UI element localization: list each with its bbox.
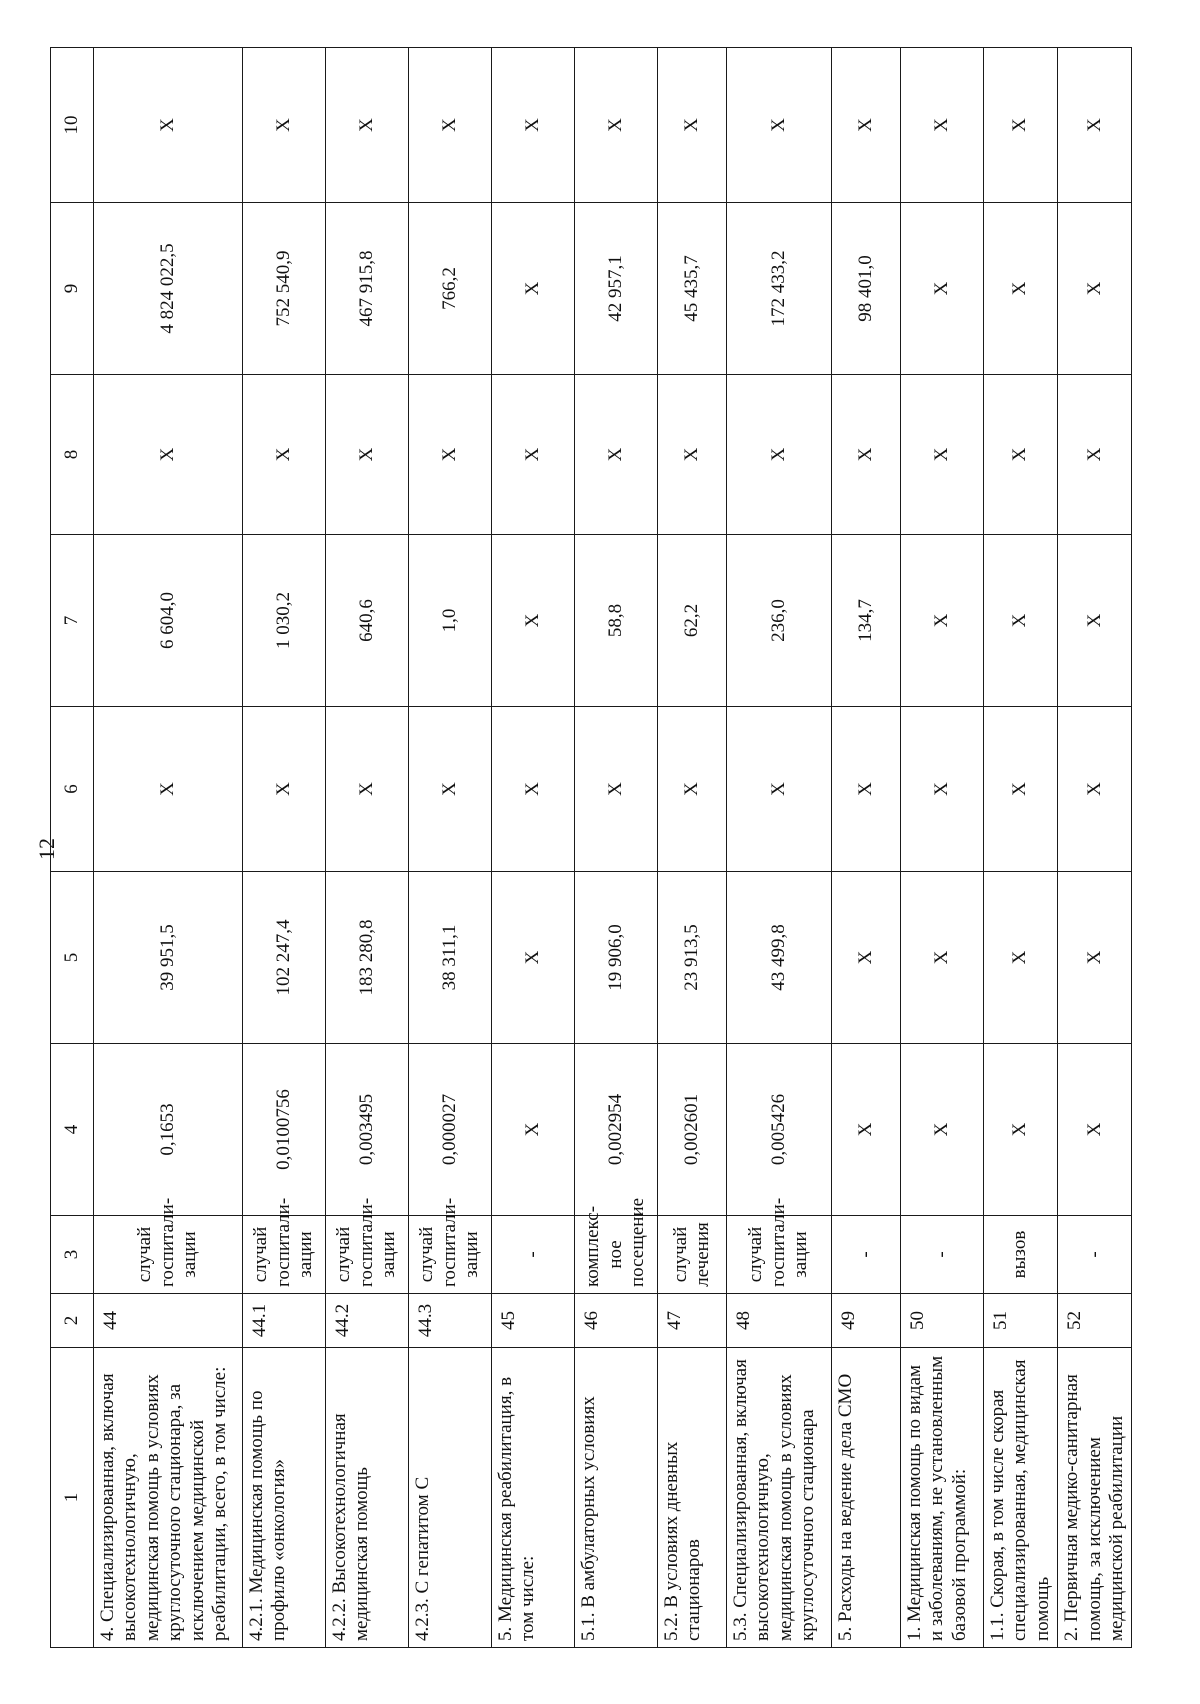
value-cell: 766,2 bbox=[409, 203, 492, 375]
value-cell: X bbox=[409, 48, 492, 203]
row-code: 50 bbox=[901, 1294, 984, 1348]
row-label: 1.1. Скорая, в том числе скорая специализированная, медицинская помощь bbox=[984, 1348, 1058, 1648]
row-label: 5.3. Специализированная, включая высокотехнологичную, медицинская помощь в условиях круглосуточного стационара bbox=[727, 1348, 832, 1648]
value-cell: X bbox=[492, 203, 575, 375]
value-cell: 752 540,9 bbox=[243, 203, 326, 375]
value-cell: 1 030,2 bbox=[243, 535, 326, 707]
row-code: 46 bbox=[575, 1294, 658, 1348]
value-cell: 1,0 bbox=[409, 535, 492, 707]
value-cell: X bbox=[984, 535, 1058, 707]
value-cell: X bbox=[658, 48, 727, 203]
value-cell: X bbox=[727, 707, 832, 872]
value-cell: 236,0 bbox=[727, 535, 832, 707]
value-cell: X bbox=[326, 375, 409, 535]
value-cell: X bbox=[492, 707, 575, 872]
value-cell: X bbox=[94, 707, 243, 872]
value-cell: X bbox=[1058, 707, 1132, 872]
value-cell: X bbox=[409, 375, 492, 535]
value-cell: 0,0100756 bbox=[243, 1044, 326, 1216]
column-number: 2 bbox=[51, 1294, 94, 1348]
value-cell: X bbox=[832, 872, 901, 1044]
row-code: 44.1 bbox=[243, 1294, 326, 1348]
value-cell: 39 951,5 bbox=[94, 872, 243, 1044]
unit-cell: случай госпитали-зации bbox=[409, 1216, 492, 1294]
value-cell: 0,005426 bbox=[727, 1044, 832, 1216]
value-cell: X bbox=[492, 535, 575, 707]
value-cell: X bbox=[832, 1044, 901, 1216]
row-label: 2. Первичная медико-санитарная помощь, за исключением медицинской реабилитации bbox=[1058, 1348, 1132, 1648]
table-row bbox=[901, 48, 984, 1648]
value-cell: 467 915,8 bbox=[326, 203, 409, 375]
value-cell: 134,7 bbox=[832, 535, 901, 707]
value-cell: 172 433,2 bbox=[727, 203, 832, 375]
column-number: 10 bbox=[51, 48, 94, 203]
value-cell: 42 957,1 bbox=[575, 203, 658, 375]
unit-cell: комплекс-ное посещение bbox=[575, 1216, 658, 1294]
value-cell: X bbox=[984, 872, 1058, 1044]
column-number: 7 bbox=[51, 535, 94, 707]
value-cell: X bbox=[1058, 203, 1132, 375]
value-cell: 102 247,4 bbox=[243, 872, 326, 1044]
value-cell: X bbox=[832, 375, 901, 535]
value-cell: 19 906,0 bbox=[575, 872, 658, 1044]
value-cell: X bbox=[901, 872, 984, 1044]
value-cell: 45 435,7 bbox=[658, 203, 727, 375]
row-code: 44.3 bbox=[409, 1294, 492, 1348]
value-cell: X bbox=[409, 707, 492, 872]
table-row bbox=[575, 48, 658, 1648]
column-number: 8 bbox=[51, 375, 94, 535]
value-cell: 0,002954 bbox=[575, 1044, 658, 1216]
data-table bbox=[50, 47, 1132, 1648]
value-cell: 6 604,0 bbox=[94, 535, 243, 707]
value-cell: X bbox=[1058, 1044, 1132, 1216]
unit-cell: - bbox=[901, 1216, 984, 1294]
header-row bbox=[51, 48, 94, 1648]
row-code: 48 bbox=[727, 1294, 832, 1348]
value-cell: X bbox=[94, 48, 243, 203]
page-number: 12 bbox=[34, 838, 59, 860]
value-cell: X bbox=[832, 707, 901, 872]
row-code: 49 bbox=[832, 1294, 901, 1348]
value-cell: X bbox=[658, 375, 727, 535]
column-number: 3 bbox=[51, 1216, 94, 1294]
value-cell: 0,003495 bbox=[326, 1044, 409, 1216]
value-cell: 43 499,8 bbox=[727, 872, 832, 1044]
column-number: 9 bbox=[51, 203, 94, 375]
value-cell: X bbox=[492, 48, 575, 203]
table-row bbox=[1058, 48, 1132, 1648]
row-code: 45 bbox=[492, 1294, 575, 1348]
table-row bbox=[94, 48, 243, 1648]
value-cell: X bbox=[575, 48, 658, 203]
data-table-container bbox=[50, 48, 1128, 1648]
unit-cell: случай госпитали-зации bbox=[94, 1216, 243, 1294]
value-cell: X bbox=[727, 375, 832, 535]
value-cell: X bbox=[984, 707, 1058, 872]
table-row bbox=[492, 48, 575, 1648]
table-row bbox=[727, 48, 832, 1648]
value-cell: X bbox=[901, 1044, 984, 1216]
row-label: 4. Специализированная, включая высокотехнологичную, медицинская помощь в условиях круглосуточного стационара, за исключением медицинской реабилитации, всего, в том числе: bbox=[94, 1348, 243, 1648]
unit-cell: - bbox=[492, 1216, 575, 1294]
row-label: 5.1. В амбулаторных условиях bbox=[575, 1348, 658, 1648]
unit-cell: - bbox=[832, 1216, 901, 1294]
row-code: 44.2 bbox=[326, 1294, 409, 1348]
value-cell: X bbox=[901, 375, 984, 535]
value-cell: X bbox=[1058, 535, 1132, 707]
value-cell: X bbox=[727, 48, 832, 203]
value-cell: 0,1653 bbox=[94, 1044, 243, 1216]
value-cell: X bbox=[658, 707, 727, 872]
value-cell: X bbox=[984, 48, 1058, 203]
row-label: 5.2. В условиях дневных стационаров bbox=[658, 1348, 727, 1648]
value-cell: X bbox=[901, 48, 984, 203]
column-number: 6 bbox=[51, 707, 94, 872]
unit-cell: - bbox=[1058, 1216, 1132, 1294]
value-cell: 58,8 bbox=[575, 535, 658, 707]
row-label: 4.2.3. С гепатитом С bbox=[409, 1348, 492, 1648]
value-cell: X bbox=[94, 375, 243, 535]
value-cell: X bbox=[1058, 872, 1132, 1044]
value-cell: X bbox=[984, 1044, 1058, 1216]
value-cell: 38 311,1 bbox=[409, 872, 492, 1044]
value-cell: 0,000027 bbox=[409, 1044, 492, 1216]
value-cell: X bbox=[492, 1044, 575, 1216]
value-cell: 640,6 bbox=[326, 535, 409, 707]
value-cell: X bbox=[1058, 48, 1132, 203]
row-label: 4.2.2. Высокотехнологичная медицинская помощь bbox=[326, 1348, 409, 1648]
value-cell: X bbox=[243, 48, 326, 203]
table-row bbox=[409, 48, 492, 1648]
row-label: 1. Медицинская помощь по видам и заболеваниям, не установленным базовой программой: bbox=[901, 1348, 984, 1648]
column-number: 4 bbox=[51, 1044, 94, 1216]
table-row bbox=[658, 48, 727, 1648]
unit-cell: случай госпитали-зации bbox=[326, 1216, 409, 1294]
row-label: 4.2.1. Медицинская помощь по профилю «онкология» bbox=[243, 1348, 326, 1648]
table-row bbox=[984, 48, 1058, 1648]
unit-cell: случай госпитали-зации bbox=[243, 1216, 326, 1294]
value-cell: 62,2 bbox=[658, 535, 727, 707]
value-cell: X bbox=[492, 872, 575, 1044]
value-cell: X bbox=[243, 707, 326, 872]
unit-cell: случай госпитали-зации bbox=[727, 1216, 832, 1294]
value-cell: X bbox=[984, 203, 1058, 375]
row-code: 44 bbox=[94, 1294, 243, 1348]
column-number: 5 bbox=[51, 872, 94, 1044]
value-cell: 4 824 022,5 bbox=[94, 203, 243, 375]
value-cell: X bbox=[575, 707, 658, 872]
table-row bbox=[243, 48, 326, 1648]
unit-cell: случай лечения bbox=[658, 1216, 727, 1294]
value-cell: 23 913,5 bbox=[658, 872, 727, 1044]
value-cell: X bbox=[984, 375, 1058, 535]
value-cell: X bbox=[901, 203, 984, 375]
value-cell: X bbox=[326, 707, 409, 872]
column-number: 1 bbox=[51, 1348, 94, 1648]
value-cell: X bbox=[1058, 375, 1132, 535]
value-cell: X bbox=[901, 535, 984, 707]
row-code: 52 bbox=[1058, 1294, 1132, 1348]
value-cell: 0,002601 bbox=[658, 1044, 727, 1216]
value-cell: X bbox=[492, 375, 575, 535]
value-cell: X bbox=[243, 375, 326, 535]
value-cell: X bbox=[575, 375, 658, 535]
row-label: 5. Медицинская реабилитация, в том числе: bbox=[492, 1348, 575, 1648]
unit-cell: вызов bbox=[984, 1216, 1058, 1294]
value-cell: X bbox=[326, 48, 409, 203]
table-row bbox=[832, 48, 901, 1648]
row-code: 51 bbox=[984, 1294, 1058, 1348]
value-cell: X bbox=[901, 707, 984, 872]
value-cell: 98 401,0 bbox=[832, 203, 901, 375]
value-cell: X bbox=[832, 48, 901, 203]
table-row bbox=[326, 48, 409, 1648]
row-code: 47 bbox=[658, 1294, 727, 1348]
row-label: 5. Расходы на ведение дела СМО bbox=[832, 1348, 901, 1648]
value-cell: 183 280,8 bbox=[326, 872, 409, 1044]
